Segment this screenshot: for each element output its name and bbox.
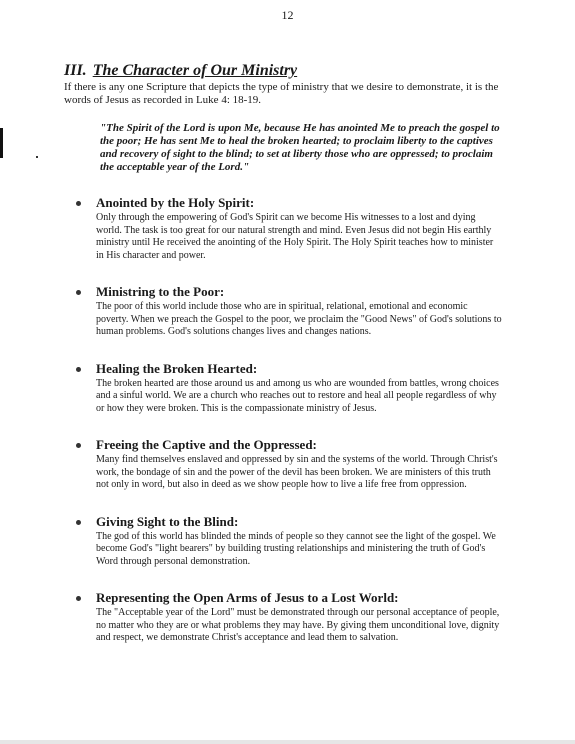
- bullet-icon: [76, 201, 81, 206]
- item-body: The god of this world has blinded the minds of people so they cannot see the light of the gospel. We become God's "light bearers" by building trusting relationships and ministering the truth of God's Word through personal demonstration.: [96, 530, 496, 567]
- item-heading: Healing the Broken Hearted:: [96, 360, 258, 376]
- list-item-captive: [64, 437, 509, 492]
- item-heading: Freeing the Captive and the Oppressed:: [96, 437, 317, 452]
- bullet-icon: [76, 367, 81, 372]
- item-body: The poor of this world include those who are in spiritual, relational, emotional and economic poverty. When we preach the Gospel to the poor, we proclaim the "Good News" of God's solutions to human problems. God's solutions changes lives and changes nations.: [96, 301, 502, 337]
- section-numeral: III.: [64, 62, 87, 79]
- list-item-sight: [64, 514, 509, 569]
- document-content: [64, 62, 509, 645]
- item-heading: Giving Sight to the Blind:: [96, 513, 239, 529]
- intro-paragraph: If there is any one Scripture that depicts the type of ministry that we desire to demonstrate, it is the words of Jesus as recorded in Luke 4: 18-19.: [64, 81, 499, 106]
- page-number: 12: [281, 8, 294, 22]
- list-item-broken-hearted: [64, 361, 509, 416]
- item-body: The broken hearted are those around us and among us who are wounded from battles, wrong choices and a sinful world. We are a church who reaches out to restore and heal all people regardless of why or how they were broken. This is the compassionate ministry of Jesus.: [96, 377, 499, 414]
- bullet-icon: [76, 290, 81, 295]
- bullet-icon: [76, 443, 81, 448]
- scan-edge: [0, 740, 575, 744]
- scan-mark: [0, 128, 3, 158]
- list-item-poor: [64, 284, 509, 339]
- scripture-quote: "The Spirit of the Lord is upon Me, because He has anointed Me to preach the gospel to the poor; He has sent Me to heal the broken hearted; to proclaim liberty to the captives and recovery of sight to the blind; to set at liberty those who are oppressed; to proclaim the acceptable year of the Lord.": [100, 122, 500, 173]
- item-body: The "Acceptable year of the Lord" must be demonstrated through our personal acceptance of people, no matter who they are or what problems they may have. By giving them unconditional love, dignity and respect, we demonstrate Christ's acceptance and lead them to salvation.: [96, 607, 500, 643]
- scan-dot: [36, 156, 38, 158]
- item-heading: Representing the Open Arms of Jesus to a Lost World:: [96, 590, 399, 605]
- bullet-icon: [76, 520, 81, 525]
- section-title: [64, 62, 509, 80]
- list-item-anointed: [64, 195, 509, 262]
- list-item-open-arms: [64, 590, 509, 645]
- item-heading: Ministring to the Poor:: [96, 284, 225, 299]
- bullet-icon: [76, 596, 81, 601]
- item-heading: Anointed by the Holy Spirit:: [96, 195, 255, 210]
- item-body: Only through the empowering of God's Spirit can we become His witnesses to a lost and dying world. The task is too great for our natural strength and mind. Even Jesus did not begin His earthly ministry until He received the anointing of the Holy Spirit. The Holy Spirit teaches how to minister in His character and power.: [96, 212, 494, 261]
- item-body: Many find themselves enslaved and oppressed by sin and the systems of the world. Through Christ's work, the bondage of sin and the power of the devil has been broken. We are ministers of this truth not only in word, but also in deed as we show people how to live a life free from oppression.: [96, 454, 498, 490]
- section-title-text: The Character of Our Ministry: [92, 62, 298, 79]
